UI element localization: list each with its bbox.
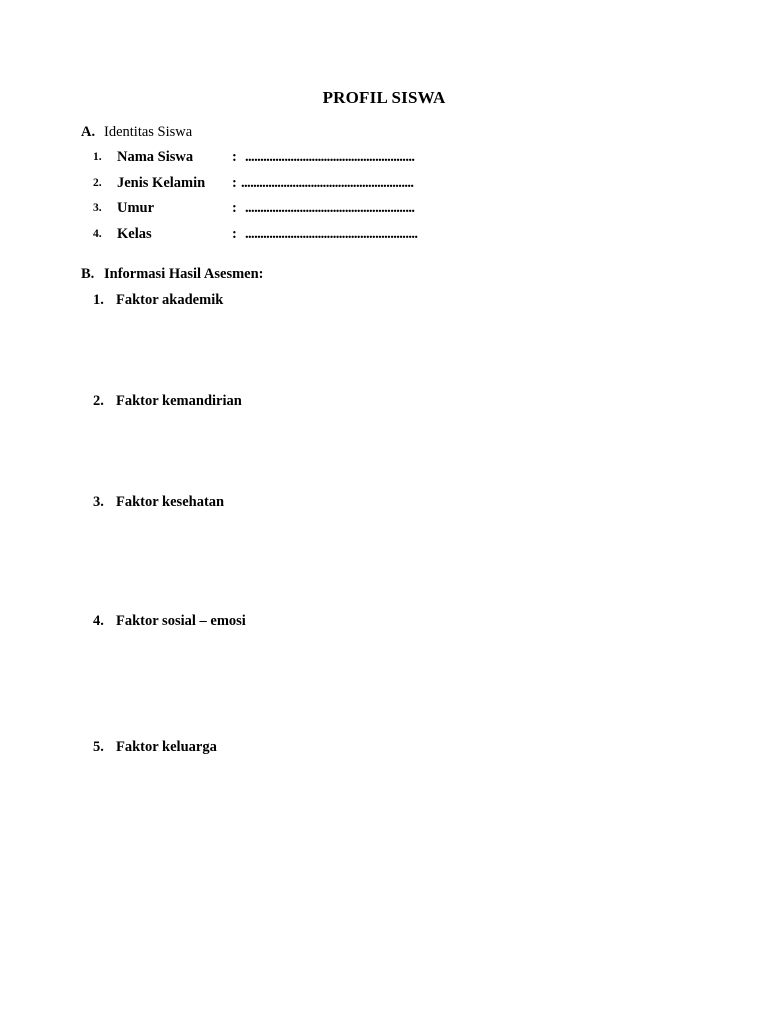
field-label-nama-siswa: Nama Siswa [117,149,194,165]
factor-label-sosial-emosi: Faktor sosial – emosi [116,613,246,629]
factor-label-keluarga: Faktor keluarga [116,739,217,755]
factor-number: 1. [93,292,104,308]
field-blank-umur[interactable]: ........................................................ [245,200,415,216]
field-label-kelas: Kelas [117,226,152,242]
factor-label-akademik: Faktor akademik [116,292,224,308]
factor-number: 2. [93,393,104,409]
field-number: 2. [93,177,102,189]
factor-number: 5. [93,739,104,755]
factor-number: 3. [93,494,104,510]
field-colon: : [232,226,237,242]
factor-number: 4. [93,613,104,629]
field-colon: : [232,200,237,216]
section-a-letter: A. [81,124,96,140]
field-number: 3. [93,202,102,214]
field-colon: : [232,149,237,165]
field-label-umur: Umur [117,200,155,216]
field-label-jenis-kelamin: Jenis Kelamin [117,175,206,191]
factor-label-kesehatan: Faktor kesehatan [116,494,225,510]
section-a-title: Identitas Siswa [104,124,193,140]
field-blank-nama-siswa[interactable]: ........................................................ [245,149,415,165]
field-number: 1. [93,151,102,163]
field-colon: : [232,175,237,191]
field-blank-kelas[interactable]: ......................................................... [245,226,418,242]
field-blank-jenis-kelamin[interactable]: ......................................................... [241,175,414,191]
section-b-letter: B. [81,266,95,282]
field-number: 4. [93,228,102,240]
section-b-title: Informasi Hasil Asesmen: [104,266,264,282]
factor-label-kemandirian: Faktor kemandirian [116,393,242,409]
page-title: PROFIL SISWA [322,88,446,107]
